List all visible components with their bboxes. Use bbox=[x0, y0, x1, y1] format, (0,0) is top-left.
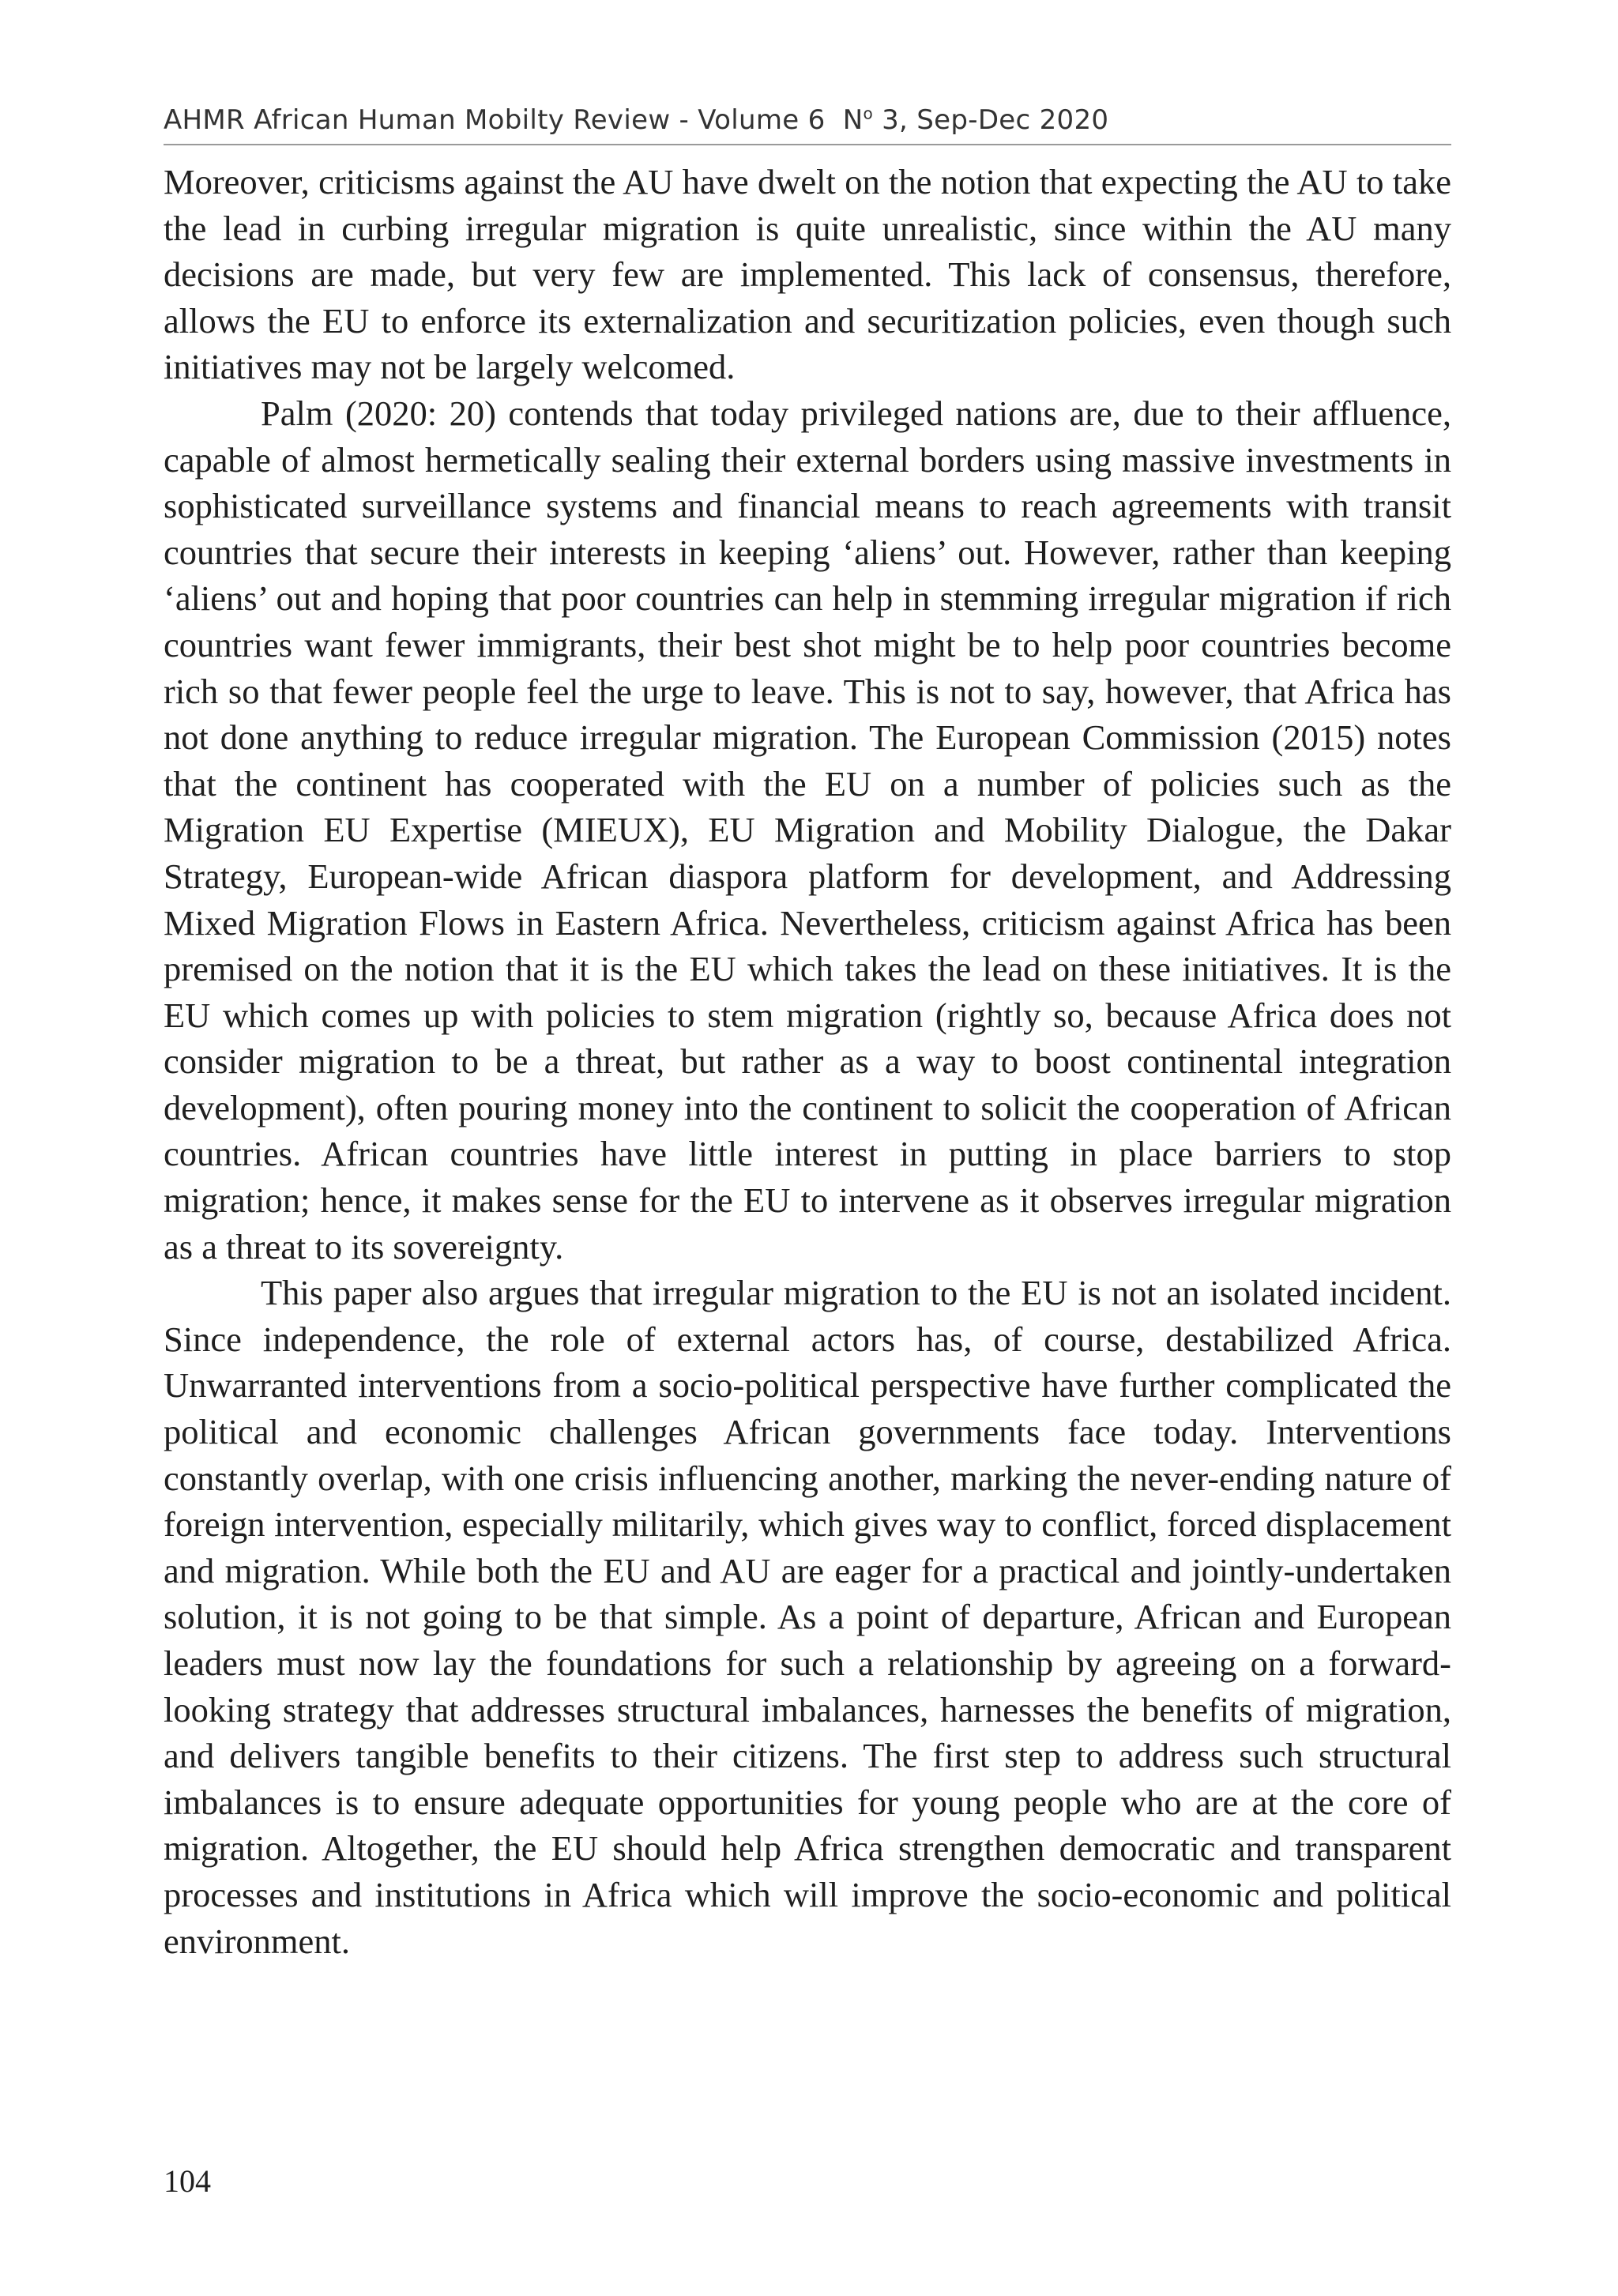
issue-date: 3, Sep-Dec 2020 bbox=[882, 104, 1109, 136]
page-number: 104 bbox=[164, 2163, 211, 2199]
paragraph-criticisms-au: Moreover, criticisms against the AU have dwelt on the notion that expecting the AU to take the lead in curbing irregular migration is quite unrealistic, since within the AU many decisions are made, but very few are implemented. This lack of consensus, therefore, allows the EU to enforce its externalization and securitization policies, even though such initiatives may not be largely welcomed. bbox=[164, 162, 1451, 387]
issue-number-sign: N bbox=[842, 104, 864, 136]
issue-number-superscript: o bbox=[863, 104, 874, 123]
paragraph-palm-2020: Palm (2020: 20) contends that today privileged nations are, due to their affluence, capable of almost hermetically sealing their external borders using massive investments in sophisticated surveillance systems and financial means to reach agreements with transit countries that secure their interests in keeping ‘aliens’ out. However, rather than keeping ‘aliens’ out and hoping that poor countries can help in stemming irregular migration if rich countries want fewer immigrants, their best shot might be to help poor countries become rich so that fewer people feel the urge to leave. This is not to say, however, that Africa has not done anything to reduce irregular migration. The European Commission (2015) notes that the continent has cooperated with the EU on a number of policies such as the Migration EU Expertise (MIEUX), EU Migration and Mobility Dialogue, the Dakar Strategy, European-wide African diaspora platform for development, and Addressing Mixed Migration Flows in Eastern Africa. Nevertheless, criticism against Africa has been premised on the notion that it is the EU which takes the lead on these initiatives. It is the EU which comes up with policies to stem migration (rightly so, because Africa does not consider migration to be a threat, but rather as a way to boost continental integration development), often pouring money into the continent to solicit the cooperation of African countries. African countries have little interest in putting in place barriers to stop migration; hence, it makes sense for the EU to intervene as it observes irregular migration as a threat to its sovereignty. bbox=[164, 393, 1451, 1267]
journal-title: AHMR African Human Mobilty Review - Volume 6 bbox=[164, 104, 826, 136]
running-header bbox=[164, 100, 1451, 145]
article-body bbox=[164, 159, 1451, 1964]
paragraph-irregular-migration-argument: This paper also argues that irregular migration to the EU is not an isolated incident. Since independence, the role of external actors has, of course, destabilized Africa. Unwarranted interventions from a socio-political perspective have further complicated the political and economic challenges African governments face today. Interventions constantly overlap, with one crisis influencing another, marking the never-ending nature of foreign intervention, especially militarily, which gives way to conflict, forced displacement and migration. While both the EU and AU are eager for a practical and jointly-undertaken solution, it is not going to be that simple. As a point of departure, African and European leaders must now lay the foundations for such a relationship by agreeing on a forward-looking strategy that addresses structural imbalances, harnesses the benefits of migration, and delivers tangible benefits to their citizens. The first step to address such structural imbalances is to ensure adequate opportunities for young people who are at the core of migration. Altogether, the EU should help Africa strengthen democratic and transparent processes and institutions in Africa which will improve the socio-economic and political environment. bbox=[164, 1273, 1451, 1961]
